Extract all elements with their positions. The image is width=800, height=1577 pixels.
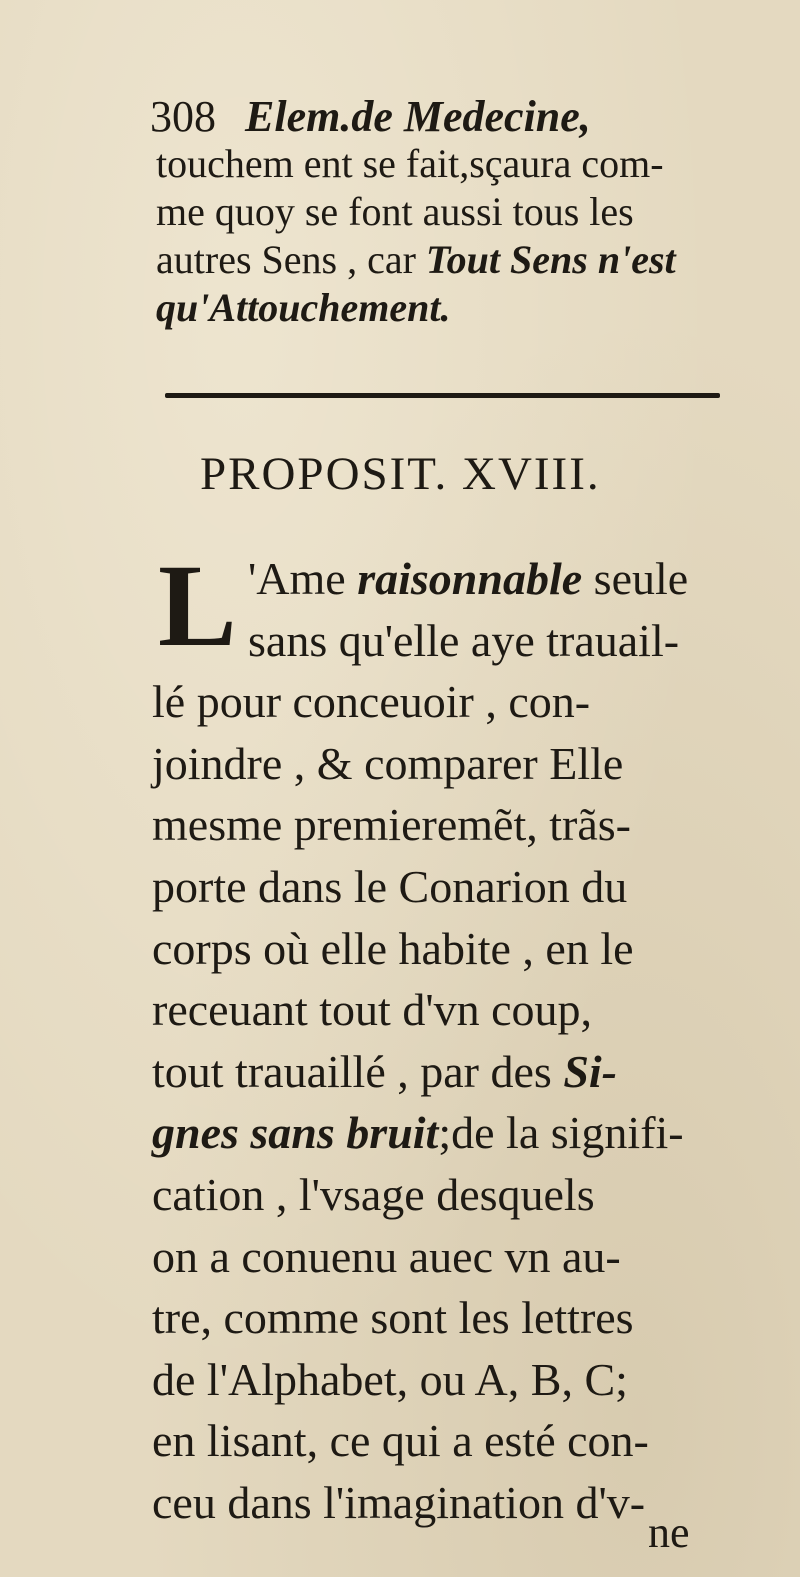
text-line: me quoy se font aussi tous les <box>156 189 634 234</box>
text-line: tre, comme sont les lettres <box>152 1292 634 1344</box>
drop-cap: L <box>158 540 237 671</box>
page-header <box>150 92 730 142</box>
text-line: 'Ame raisonnable seule <box>248 553 689 604</box>
continuation-text <box>156 140 746 332</box>
text-line: autres Sens , car Tout Sens n'est <box>156 237 676 282</box>
text-line: ceu dans l'imagination d'v- <box>152 1476 646 1528</box>
text-line: corps où elle habite , en le <box>152 922 634 974</box>
text-line: tout trauaillé , par des Si- <box>152 1045 617 1097</box>
section-divider <box>165 393 720 398</box>
text-line: sans qu'elle aye trauail- <box>248 614 680 666</box>
text-line: receuant tout d'vn coup, <box>152 984 593 1036</box>
proposition-heading: PROPOSIT. XVIII. <box>200 448 601 500</box>
text-line: on a conuenu auec vn au- <box>152 1230 621 1282</box>
text-line: gnes sans bruit;de la signifi- <box>152 1107 684 1159</box>
text-line: touchem ent se fait,sçaura com- <box>156 141 664 186</box>
text-line: qu'Attouchement. <box>156 285 451 330</box>
running-title: Elem.de Medecine, <box>245 92 591 141</box>
text-line: lé pour conceuoir , con- <box>152 676 591 728</box>
text-line: cation , l'vsage desquels <box>152 1168 595 1220</box>
text-line: de l'Alphabet, ou A, B, C; <box>152 1353 628 1405</box>
text-line: joindre , & comparer Elle <box>152 737 624 789</box>
text-line: porte dans le Conarion du <box>152 860 628 912</box>
text-line: en lisant, ce qui a esté con- <box>152 1415 649 1467</box>
page-number: 308 <box>150 92 216 141</box>
text-line: mesme premieremẽt, trãs- <box>152 799 631 851</box>
paragraph-text <box>152 540 742 1534</box>
catchword: ne <box>648 1508 690 1557</box>
